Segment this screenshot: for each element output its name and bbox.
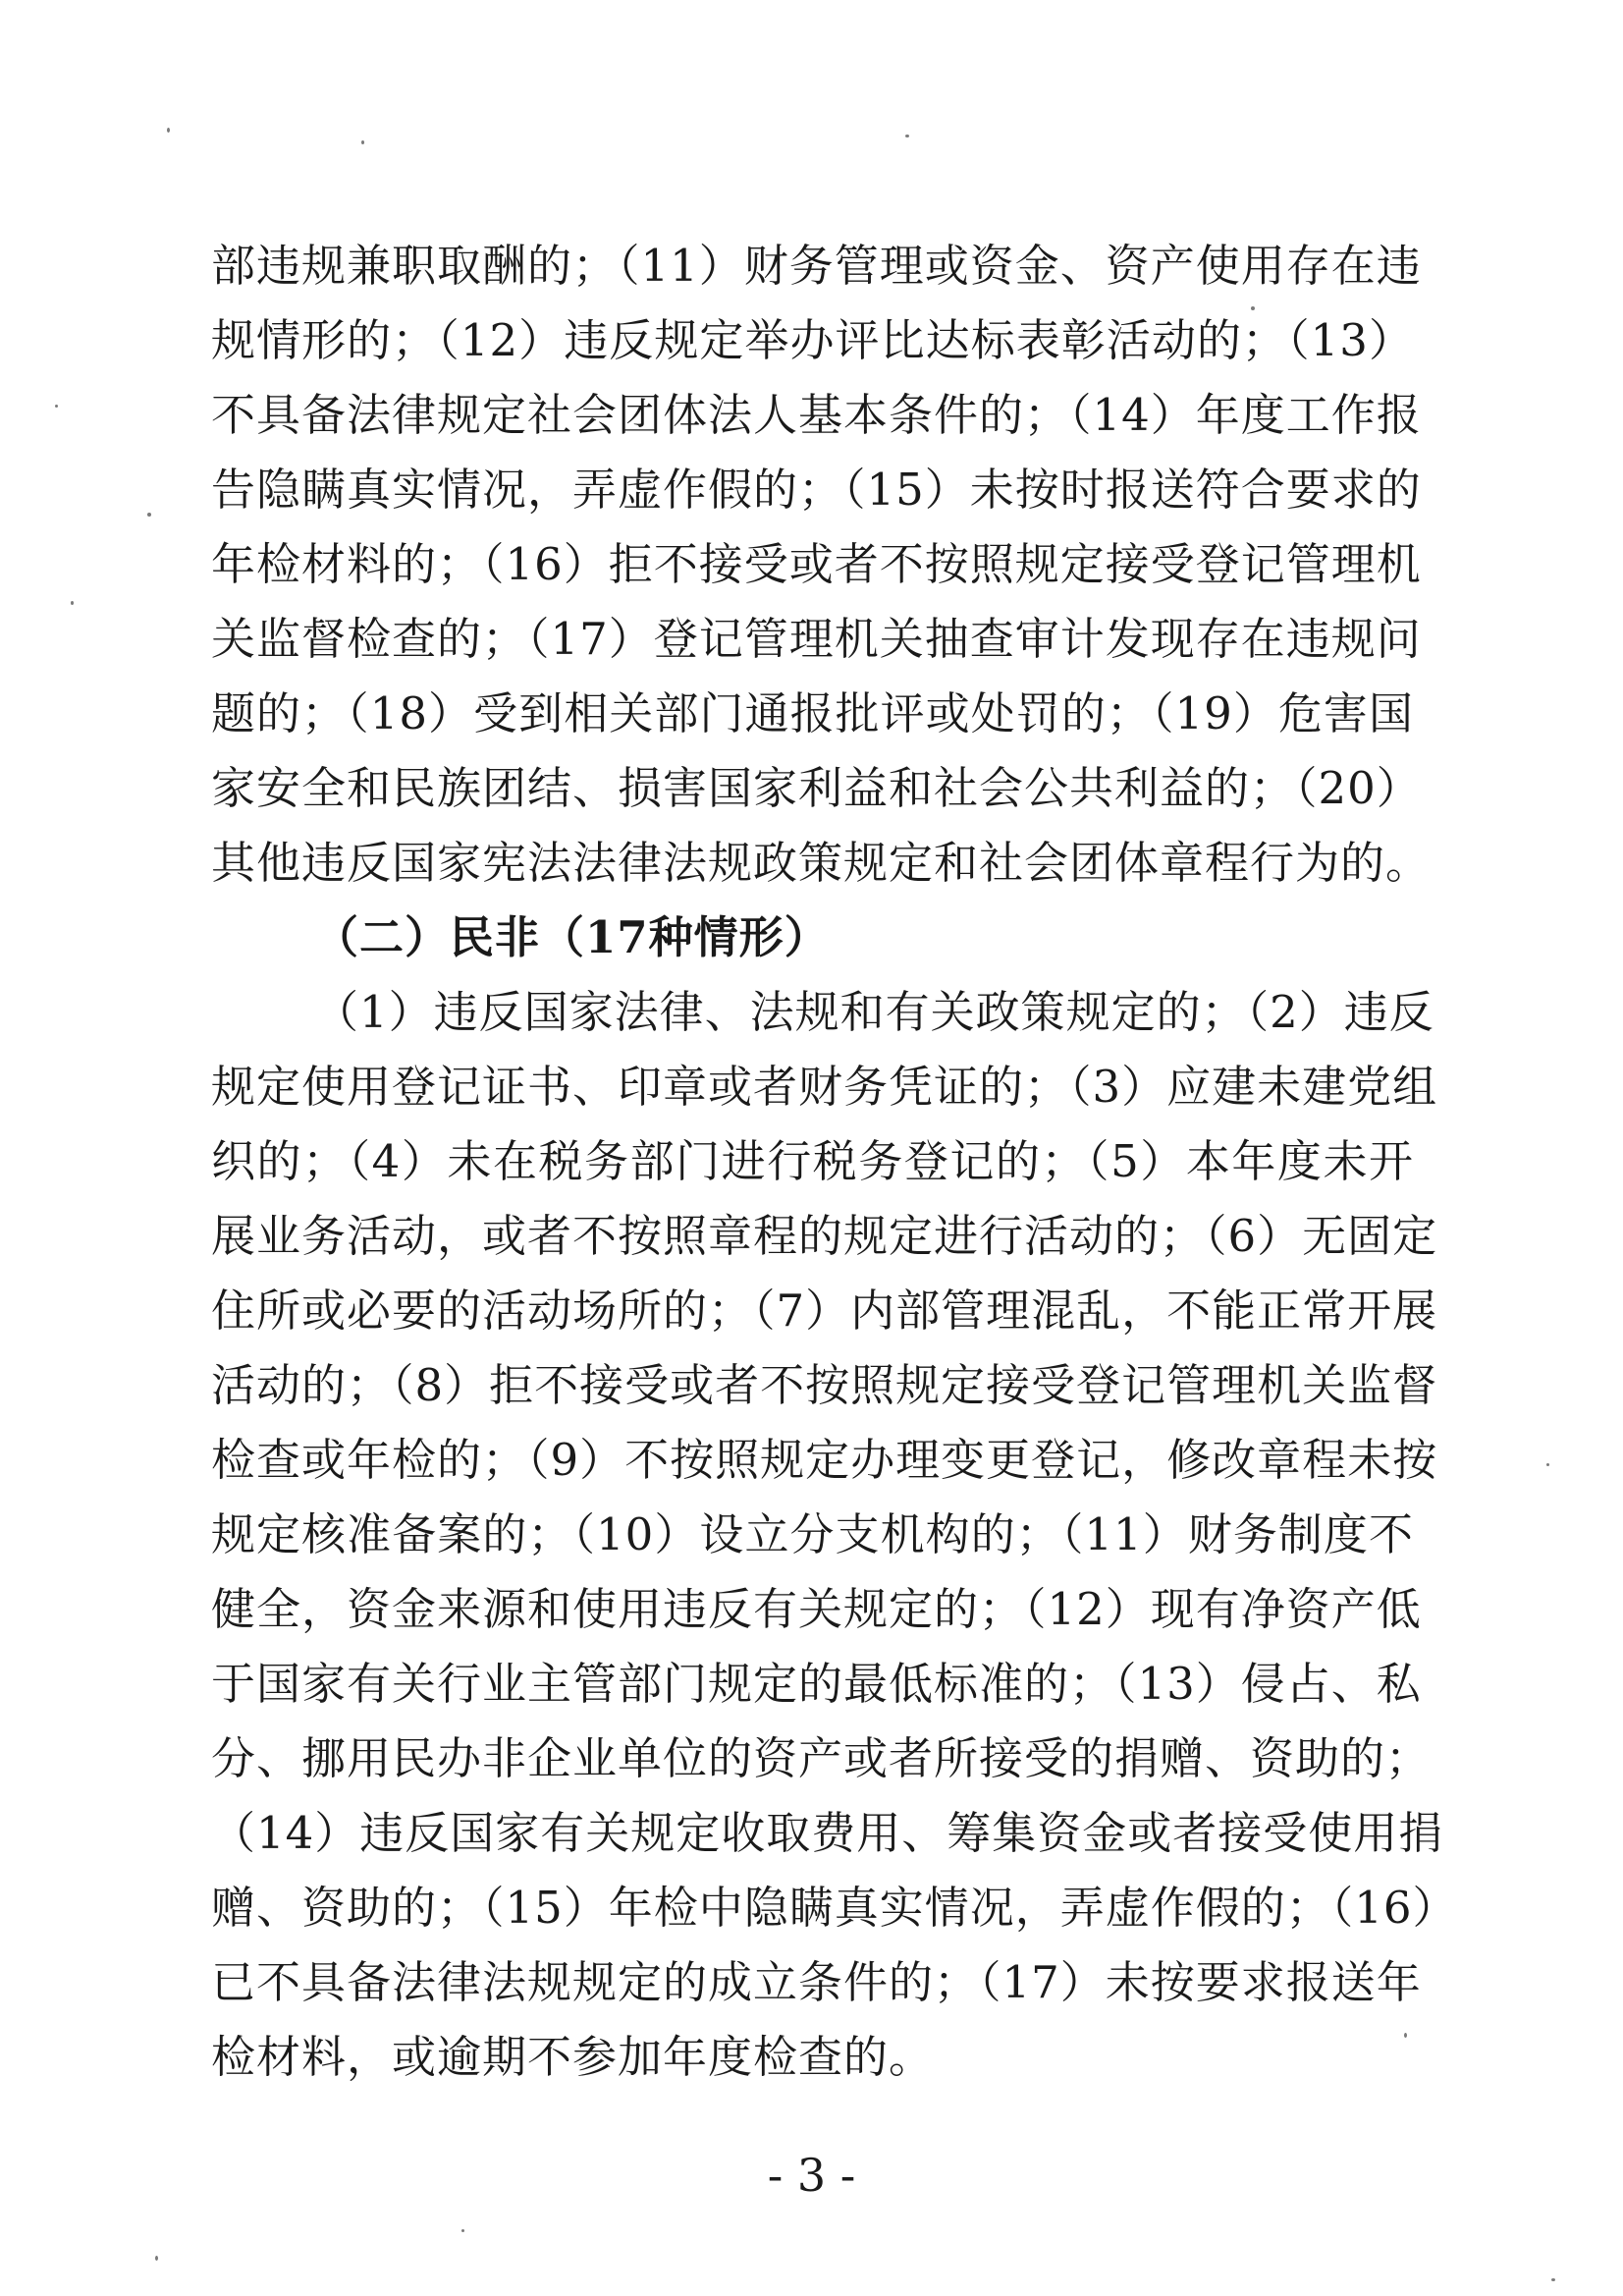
paragraph-line: 检材料，或逾期不参加年度检查的。 — [211, 2031, 935, 2083]
paragraph-line: 年检材料的；（16）拒不接受或者不按照规定接受登记管理机 — [211, 538, 1422, 590]
paragraph-line: 规情形的；（12）违反规定举办评比达标表彰活动的；（13） — [211, 314, 1414, 366]
scan-speck — [147, 513, 151, 517]
paragraph-line: 题的；（18）受到相关部门通报批评或处罚的；（19）危害国 — [211, 687, 1414, 739]
scan-speck — [1404, 2033, 1407, 2038]
scan-speck — [1546, 1463, 1549, 1466]
scan-speck — [1251, 306, 1255, 310]
paragraph-line: 织的；（4）未在税务部门进行税务登记的；（5）本年度未开 — [211, 1135, 1414, 1187]
paragraph-line: 检查或年检的；（9）不按照规定办理变更登记，修改章程未按 — [211, 1434, 1438, 1486]
scan-speck — [461, 2229, 464, 2232]
scan-speck — [55, 405, 58, 408]
paragraph-line: 住所或必要的活动场所的；（7）内部管理混乱，不能正常开展 — [211, 1285, 1438, 1337]
section-heading: （二）民非（17种情形） — [314, 911, 830, 963]
paragraph-line: （1）违反国家法律、法规和有关政策规定的；（2）违反 — [314, 986, 1434, 1038]
paragraph-line: 其他违反国家宪法法律法规政策规定和社会团体章程行为的。 — [211, 837, 1432, 889]
paragraph-line: 展业务活动，或者不按照章程的规定进行活动的；（6）无固定 — [211, 1210, 1438, 1262]
paragraph-line: 赠、资助的；（15）年检中隐瞒真实情况，弄虚作假的；（16） — [211, 1882, 1458, 1934]
scan-speck — [167, 128, 170, 133]
paragraph-line: 分、挪用民办非企业单位的资产或者所接受的捐赠、资助的； — [211, 1732, 1432, 1784]
page-number: - 3 - — [767, 2149, 856, 2202]
scan-speck — [71, 601, 74, 605]
paragraph-line: 规定核准备案的；（10）设立分支机构的；（11）财务制度不 — [211, 1508, 1414, 1560]
paragraph-line: 关监督检查的；（17）登记管理机关抽查审计发现存在违规问 — [211, 613, 1422, 665]
scan-speck — [1551, 2278, 1555, 2281]
paragraph-line: 规定使用登记证书、印章或者财务凭证的；（3）应建未建党组 — [211, 1061, 1438, 1113]
paragraph-line: 不具备法律规定社会团体法人基本条件的；（14）年度工作报 — [211, 389, 1422, 441]
scan-speck — [905, 135, 909, 137]
paragraph-line: 于国家有关行业主管部门规定的最低标准的；（13）侵占、私 — [211, 1658, 1422, 1710]
paragraph-line: 活动的；（8）拒不接受或者不按照规定接受登记管理机关监督 — [211, 1359, 1438, 1411]
paragraph-line: 告隐瞒真实情况，弄虚作假的；（15）未按时报送符合要求的 — [211, 464, 1422, 516]
paragraph-line: （14）违反国家有关规定收取费用、筹集资金或者接受使用捐 — [211, 1807, 1444, 1859]
scan-speck — [361, 140, 364, 144]
paragraph-line: 已不具备法律法规规定的成立条件的；（17）未按要求报送年 — [211, 1956, 1422, 2008]
scan-speck — [155, 2256, 158, 2261]
paragraph-line: 部违规兼职取酬的；（11）财务管理或资金、资产使用存在违 — [211, 240, 1422, 292]
paragraph-line: 家安全和民族团结、损害国家利益和社会公共利益的；（20） — [211, 762, 1422, 814]
paragraph-line: 健全，资金来源和使用违反有关规定的；（12）现有净资产低 — [211, 1583, 1422, 1635]
